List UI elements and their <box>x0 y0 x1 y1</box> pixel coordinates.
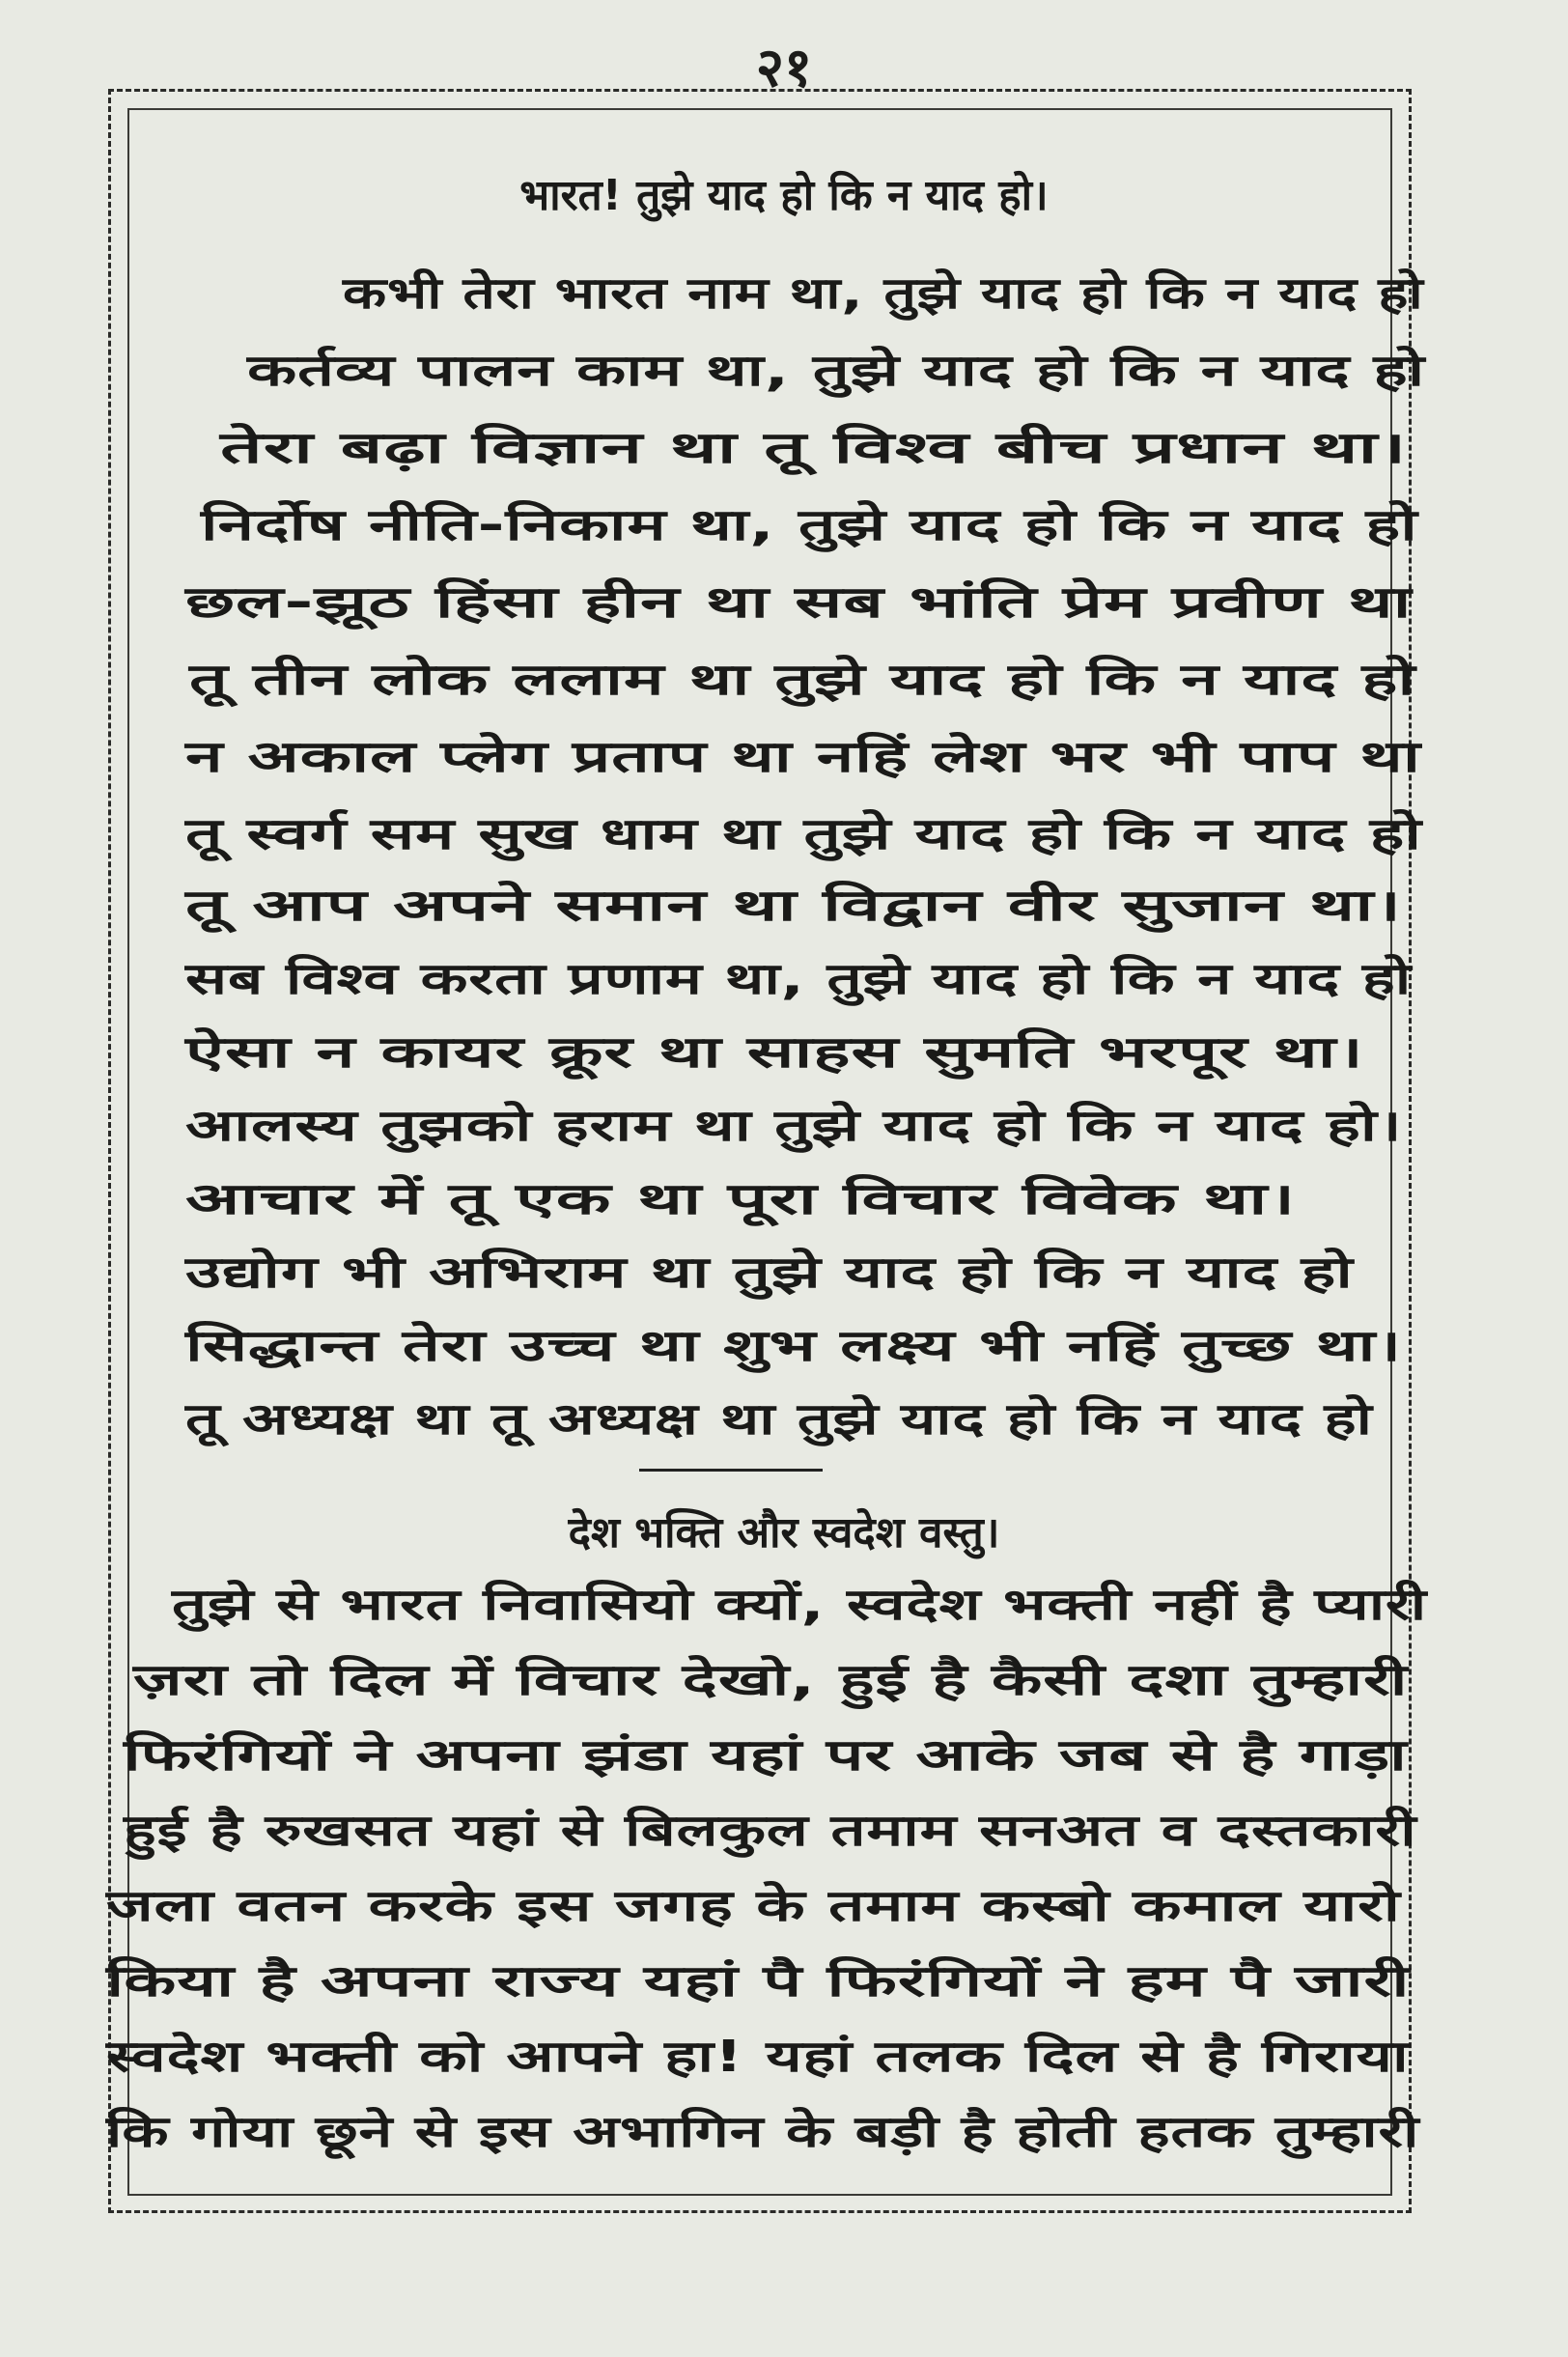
poem1-line: तू स्वर्ग सम सुख धाम था तुझे याद हो कि न याद हो <box>185 808 1422 859</box>
poem2-line: किया है अपना राज्य यहां पै फिरंगियों ने हम पै जारी <box>106 1955 1411 2006</box>
poem2-line: तुझे से भारत निवासियो क्यों, स्वदेश भक्ती नहीं है प्यारी <box>172 1579 1427 1630</box>
poem1-line: सब विश्व करता प्रणाम था, तुझे याद हो कि न याद हो <box>185 953 1413 1004</box>
poem-title-1: भारत! तुझे याद हो कि न याद हो। <box>519 171 1049 220</box>
poem2-line: फिरंगियों ने अपना झंडा यहां पर आके जब से है गाड़ा <box>124 1729 1408 1781</box>
poem1-line: ऐसा न कायर क्रूर था साहस सुमति भरपूर था। <box>185 1026 1364 1078</box>
poem2-line: स्वदेश भक्ती को आपने हा! यहां तलक दिल से है गिराया <box>106 2031 1410 2082</box>
poem1-line: तू आप अपने समान था विद्वान वीर सुजान था। <box>185 880 1402 931</box>
poem1-line: छल-झूठ हिंसा हीन था सब भांति प्रेम प्रवीण था <box>185 576 1413 628</box>
poem1-line: आलस्य तुझको हराम था तुझे याद हो कि न याद हो। <box>185 1100 1403 1151</box>
poem2-line: जला वतन करके इस जगह के तमाम कस्बो कमाल यारो <box>106 1880 1401 1931</box>
poem-title-2: देश भक्ति और स्वदेश वस्तु। <box>568 1508 1000 1557</box>
poem2-line: ज़रा तो दिल में विचार देखो, हुई है कैसी दशा तुम्हारी <box>133 1654 1409 1705</box>
poem1-line: सिद्धान्त तेरा उच्च था शुभ लक्ष्य भी नहिं तुच्छ था। <box>185 1320 1402 1371</box>
poem1-line: तू अध्यक्ष था तू अध्यक्ष था तुझे याद हो कि न याद हो <box>185 1393 1373 1445</box>
page-number: २१ <box>755 37 813 99</box>
poem1-line: न अकाल प्लेग प्रताप था नहिं लेश भर भी पाप था <box>185 731 1421 782</box>
poem1-line: उद्योग भी अभिराम था तुझे याद हो कि न याद हो <box>185 1247 1354 1298</box>
poem1-line: कभी तेरा भारत नाम था, तुझे याद हो कि न याद हो <box>343 267 1424 319</box>
section-divider <box>639 1469 823 1472</box>
poem1-line: निर्दोष नीति-निकाम था, तुझे याद हो कि न याद हो <box>201 499 1418 550</box>
poem1-line: तू तीन लोक ललाम था तुझे याद हो कि न याद हो <box>189 654 1416 705</box>
poem1-line: आचार में तू एक था पूरा विचार विवेक था। <box>185 1173 1297 1224</box>
poem1-line: तेरा बढ़ा विज्ञान था तू विश्व बीच प्रधान था। <box>220 422 1408 473</box>
poem2-line: हुई है रुखसत यहां से बिलकुल तमाम सनअत व दस्तकारी <box>124 1805 1417 1856</box>
poem1-line: कर्तव्य पालन काम था, तुझे याद हो कि न याद हो <box>247 345 1425 396</box>
poem2-line: कि गोया छूने से इस अभागिन के बड़ी है होती हतक तुम्हारी <box>106 2106 1420 2157</box>
